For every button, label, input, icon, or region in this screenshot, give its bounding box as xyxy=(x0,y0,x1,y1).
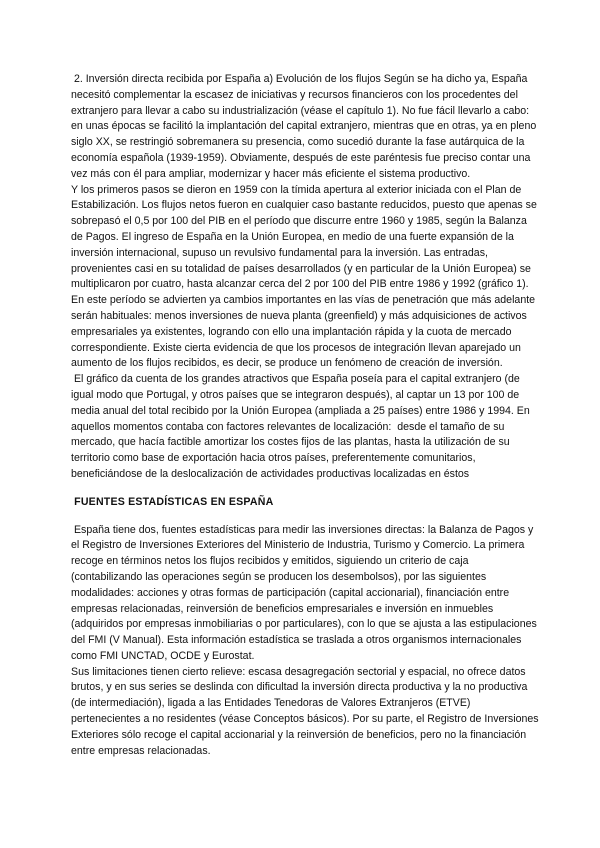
paragraph-fuentes: España tiene dos, fuentes estadísticas para medir las inversiones directas: la Balanza de Pagos y el Registro de Inversiones Exteriores del Ministerio de Industria, Turismo y Comercio. La primera recoge en términos netos los flujos recibidos y emitidos, siguiendo un criterio de caja (contabilizando las operaciones según se producen los desembolsos), por las siguientes modalidades: acciones y otras formas de participación (capital accionarial), financiación entre empresas relacionadas, reinversión de beneficios empresariales e inversión en inmuebles (adquiridos por empresas inmobiliarias o por particulares), con lo que se ajusta a las estipulaciones del FMI (V Manual). Esta información estadística se traslada a otros organismos internacionales como FMI UNCTAD, OCDE y Eurostat. xyxy=(71,523,540,662)
paragraph-limitaciones: Sus limitaciones tienen cierto relieve: escasa desagregación sectorial y espacial, no ofrece datos brutos, y en sus series se deslinda con dificultad la inversión directa productiva y la no productiva (de intermediación), ligada a las Entidades Tenedoras de Valores Extranjeros (ETVE) pertenecientes a no residentes (véase Conceptos básicos). Por su parte, el Registro de Inversiones Exteriores sólo recoge el capital accionarial y la reinversión de beneficios, pero no la financiación entre empresas relacionadas. xyxy=(71,665,542,757)
section-fuentes-estadisticas xyxy=(71,495,540,760)
paragraph-evolucion-flujos: 2. Inversión directa recibida por España a) Evolución de los flujos Según se ha dicho ya, España necesitó complementar la escasez de iniciativas y recursos financieros con los procedentes del extranjero para llevar a cabo su industrialización (véase el capítulo 1). No fue fácil llevarlo a cabo: en unas épocas se facilitó la implantación del capital extranjero, mientras que en otras, ya en pleno siglo XX, se restringió sobremanera su presencia, como sucedió durante la fase autárquica de la economía española (1939-1959). Obviamente, después de este paréntesis fue preciso contar una vez más con él para ampliar, modernizar y hacer más eficiente el sistema productivo. xyxy=(71,73,540,180)
section-inversion-directa xyxy=(71,72,540,483)
paragraph-plan-estabilizacion: Y los primeros pasos se dieron en 1959 con la tímida apertura al exterior iniciada con el Plan de Estabilización. Los flujos netos fueron en cualquier caso bastante reducidos, puesto que apenas se sobrepasó el 0,5 por 100 del PIB en el período que discurre entre 1960 y 1985, según la Balanza de Pagos. El ingreso de España en la Unión Europea, en medio de una fuerte expansión de la inversión internacional, supuso un revulsivo fundamental para la inversión. Las entradas, provenientes casi en su totalidad de países desarrollados (y en particular de la Unión Europea) se multiplicaron por cuatro, hasta alcanzar cerca del 2 por 100 del PIB entre 1986 y 1992 (gráfico 1). xyxy=(71,183,540,291)
paragraph-vias-penetracion: En este período se advierten ya cambios importantes en las vías de penetración que más adelante serán habituales: menos inversiones de nueva planta (greenfield) y más adquisiciones de activos empresariales ya existentes, logrando con ello una implantación rápida y la cuota de mercado correspondiente. Existe cierta evidencia de que los procesos de integración llevan aparejado un aumento de los flujos recibidos, es decir, se produce un fenómeno de creación de inversión. xyxy=(71,294,539,370)
paragraph-atractivos-espana: El gráfico da cuenta de los grandes atractivos que España poseía para el capital extranjero (de igual modo que Portugal, y otros países que se integraron después), al captar un 13 por 100 de media anual del total recibido por la Unión Europea (ampliada a 25 países) entre 1986 y 1994. En aquellos momentos contaba con factores relevantes de localización: desde el tamaño de su mercado, que hacía factible amortizar los costes fijos de las plantas, hasta la utilización de su territorio como base de exportación hacia otros países, preferentemente comunitarios, beneficiándose de la deslocalización de actividades productivas localizadas en éstos xyxy=(71,373,533,480)
section-heading: FUENTES ESTADÍSTICAS EN ESPAÑA xyxy=(71,495,274,508)
